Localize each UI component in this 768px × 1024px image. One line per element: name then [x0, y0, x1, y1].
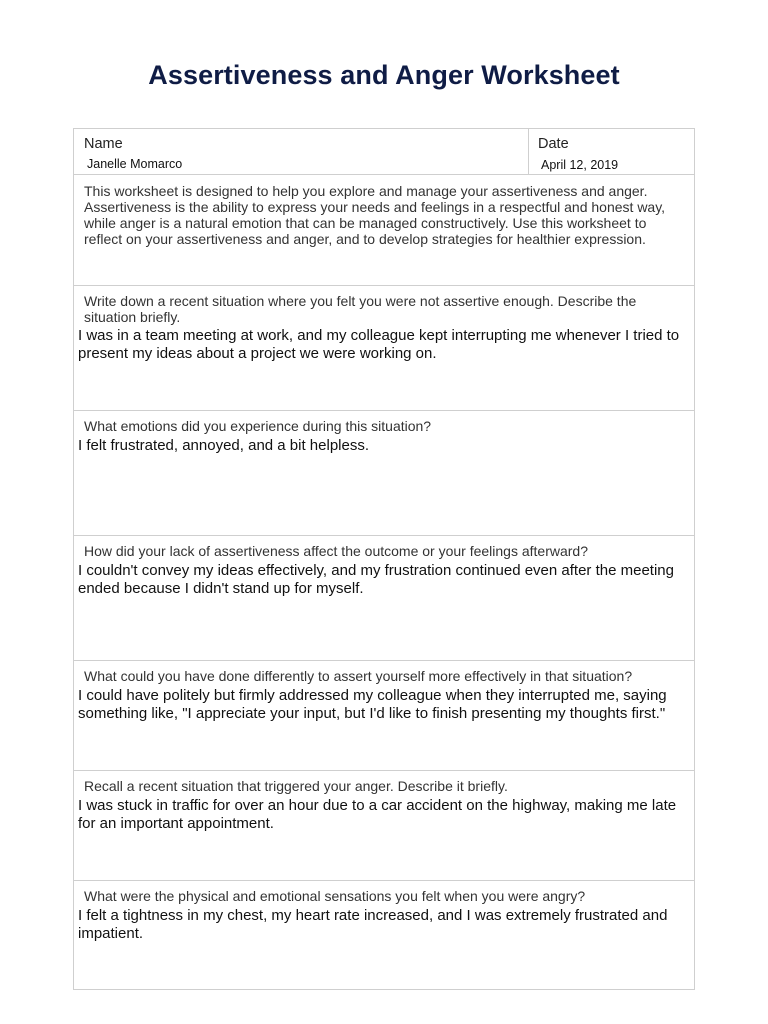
question-text: What emotions did you experience during this situation?: [84, 418, 432, 434]
date-field[interactable]: April 12, 2019: [541, 158, 619, 172]
intro-text: This worksheet is designed to help you explore and manage your assertiveness and anger. Assertiveness is the ability to express your needs and feelings in a respectful and honest way, while anger is a natural emotion that can be managed constructively. Use this worksheet to reflect on your assertiveness and anger, and to develop strategies for healthier expression.: [84, 183, 666, 247]
intro-row: [74, 175, 694, 286]
question-row: [74, 536, 694, 661]
answer-field[interactable]: I was stuck in traffic for over an hour due to a car accident on the highway, making me late for an important appointment.: [78, 797, 677, 832]
name-field[interactable]: Janelle Momarco: [87, 157, 183, 171]
answer-field[interactable]: I felt frustrated, annoyed, and a bit helpless.: [78, 437, 370, 454]
answer-field[interactable]: I felt a tightness in my chest, my heart rate increased, and I was extremely frustrated and impatient.: [78, 907, 668, 942]
question-row: [74, 661, 694, 771]
worksheet-form: [73, 128, 695, 990]
page-title: Assertiveness and Anger Worksheet: [148, 60, 620, 90]
question-row: [74, 881, 694, 989]
question-text: Recall a recent situation that triggered your anger. Describe it briefly.: [84, 778, 508, 794]
question-text: Write down a recent situation where you felt you were not assertive enough. Describe the situation briefly.: [84, 293, 637, 325]
question-text: How did your lack of assertiveness affect the outcome or your feelings afterward?: [84, 543, 588, 559]
header-row: [74, 129, 694, 175]
question-text: What could you have done differently to assert yourself more effectively in that situation?: [84, 668, 633, 684]
date-cell: [529, 129, 694, 175]
answer-field[interactable]: I was in a team meeting at work, and my colleague kept interrupting me whenever I tried to present my ideas about a project we were working on.: [78, 327, 680, 362]
question-text: What were the physical and emotional sensations you felt when you were angry?: [84, 888, 586, 904]
answer-field[interactable]: I couldn't convey my ideas effectively, and my frustration continued even after the meeting ended because I didn't stand up for myself.: [78, 562, 674, 597]
name-label: Name: [84, 136, 123, 152]
question-row: [74, 411, 694, 536]
name-cell: [74, 129, 529, 175]
answer-field[interactable]: I could have politely but firmly addressed my colleague when they interrupted me, saying something like, "I appreciate your input, but I'd like to finish presenting my thoughts first.": [78, 687, 667, 722]
question-row: [74, 771, 694, 881]
question-row: [74, 286, 694, 411]
date-label: Date: [538, 136, 569, 152]
